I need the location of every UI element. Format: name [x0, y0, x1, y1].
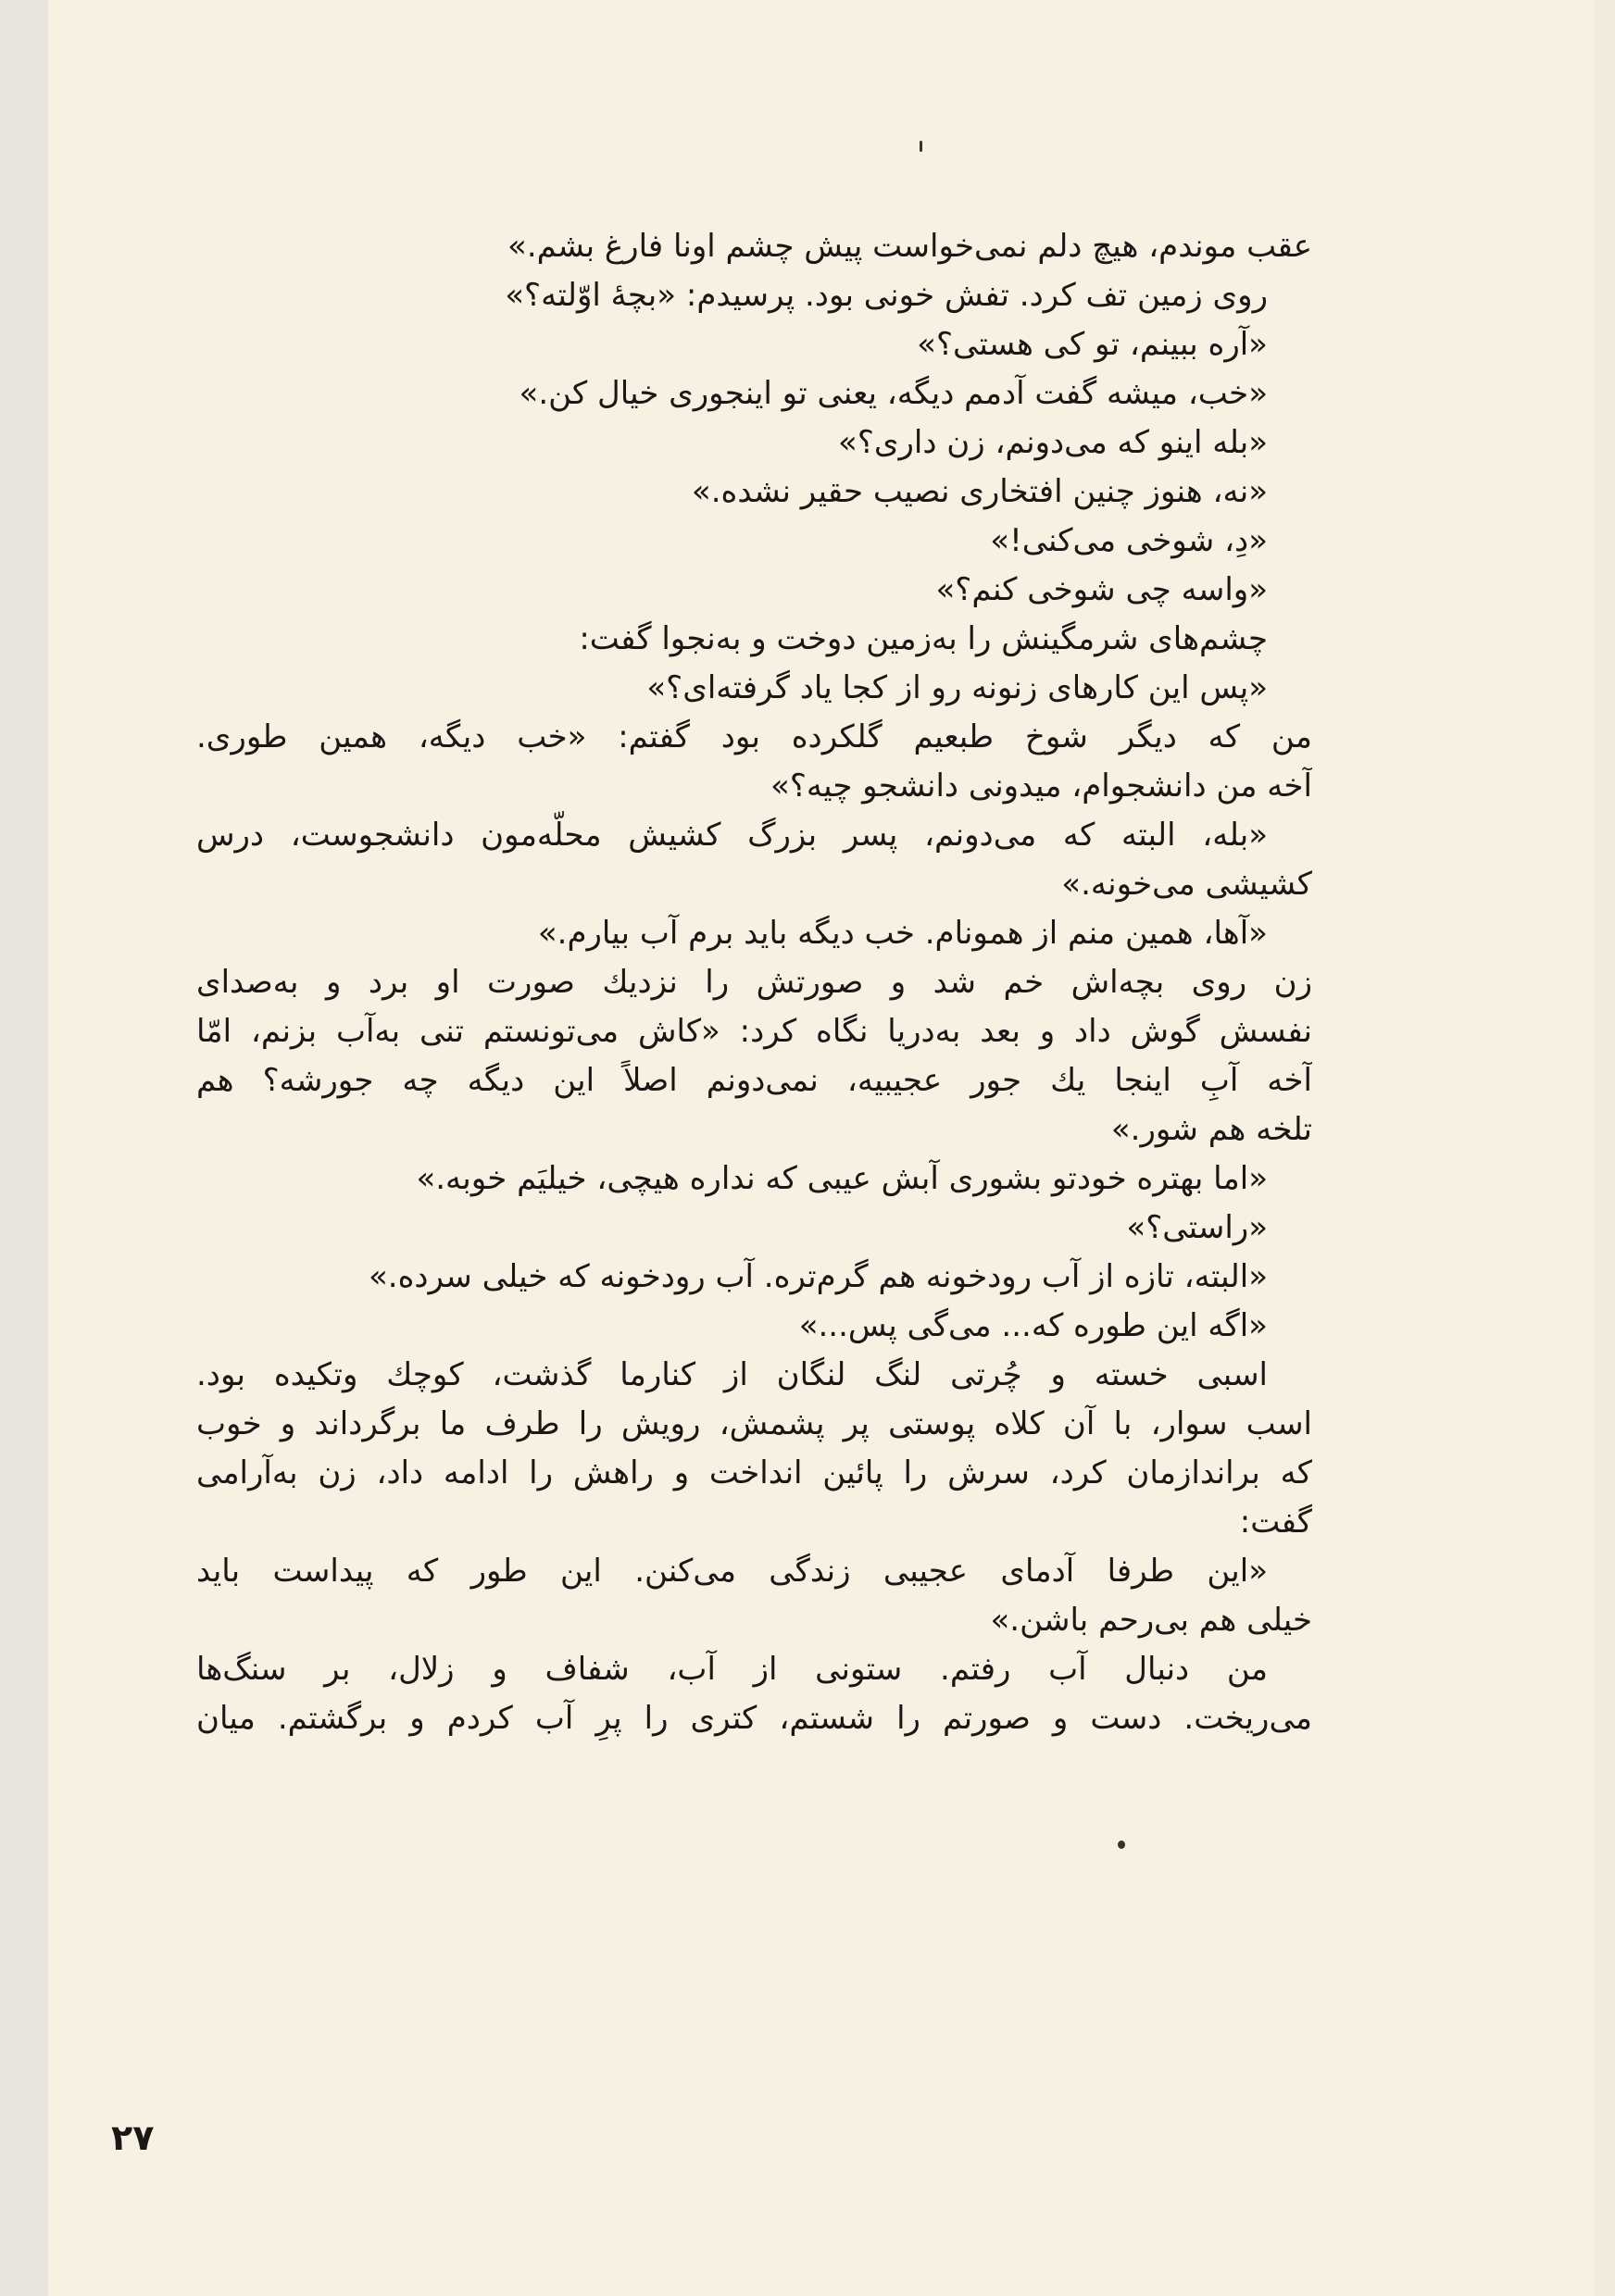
text-line: عقب موندم، هیچ دلم نمی‌خواست پیش چشم اونا فارغ بشم.» — [507, 228, 1312, 265]
body-text — [196, 222, 1312, 1743]
text-line: «اگه این طوره که... می‌گی پس...» — [798, 1307, 1268, 1344]
text-line: «بله، البته که می‌دونم، پسر بزرگ کشیش محلّه‌مون دانشجوست، درس — [196, 817, 1268, 854]
text-line: «دِ، شوخی می‌کنی!» — [990, 522, 1268, 559]
text-line: اسب سوار، با آن کلاه پوستی پر پشمش، رویش را طرف ما برگرداند و خوب — [196, 1405, 1312, 1442]
text-line: آخه آبِ اینجا یك جور عجیبیه، نمی‌دونم اصلاً این دیگه چه جورشه؟ هم — [196, 1062, 1312, 1099]
text-line: «این طرفا آدمای عجیبی زندگی می‌کنن. این طور که پیداست باید — [196, 1553, 1268, 1590]
text-line: آخه من دانشجوام، میدونی دانشجو چیه؟» — [770, 767, 1312, 805]
text-line: «البته، تازه از آب رودخونه هم گرم‌تره. آب رودخونه که خیلی سرده.» — [368, 1258, 1268, 1295]
text-line: «نه، هنوز چنین افتخاری نصیب حقیر نشده.» — [691, 473, 1268, 510]
text-line: خیلی هم بی‌رحم باشن.» — [990, 1602, 1312, 1639]
text-line: گفت: — [1239, 1504, 1312, 1541]
page-number: ۲۷ — [111, 2117, 155, 2158]
text-line: من که دیگر شوخ طبعیم گلکرده بود گفتم: «خب دیگه، همین طوری. — [196, 718, 1312, 755]
text-line: من دنبال آب رفتم. ستونی از آب، شفاف و زلال، بر سنگ‌ها — [196, 1651, 1268, 1688]
ink-speck — [1118, 1841, 1125, 1849]
text-line: «راستی؟» — [1126, 1209, 1268, 1246]
text-line: نفسش گوش داد و بعد به‌دریا نگاه کرد: «کاش می‌تونستم تنی به‌آب بزنم، امّا — [196, 1013, 1312, 1050]
text-line: «بله اینو که می‌دونم، زن داری؟» — [838, 424, 1268, 461]
text-line: که براندازمان کرد، سرش را پائین انداخت و راهش را ادامه داد، زن به‌آرامی — [196, 1454, 1312, 1491]
text-line: «خب، میشه گفت آدمم دیگه، یعنی تو اینجوری خیال کن.» — [519, 375, 1268, 412]
ink-speck — [920, 141, 922, 152]
text-line: «پس این کارهای زنونه رو از کجا یاد گرفته‌ای؟» — [646, 669, 1268, 706]
text-line: «آره ببینم، تو کی هستی؟» — [917, 326, 1268, 363]
text-line: تلخه هم شور.» — [1110, 1111, 1312, 1148]
text-line: روی زمین تف کرد. تفش خونی بود. پرسیدم: «بچهٔ اوّلته؟» — [505, 277, 1268, 314]
text-line: «واسه چی شوخی کنم؟» — [935, 571, 1268, 608]
text-line: زن روی بچه‌اش خم شد و صورتش را نزدیك صورت او برد و به‌صدای — [196, 964, 1312, 1001]
text-line: می‌ریخت. دست و صورتم را شستم، کتری را پرِ آب کردم و برگشتم. میان — [196, 1700, 1312, 1737]
text-line: چشم‌های شرمگینش را به‌زمین دوخت و به‌نجوا گفت: — [579, 620, 1268, 657]
text-line: «آها، همین منم از همونام. خب دیگه باید برم آب بیارم.» — [537, 915, 1268, 952]
scan-left-margin — [0, 0, 48, 2296]
text-line: «اما بهتره خودتو بشوری آبش عیبی که نداره هیچی، خیلیَم خوبه.» — [416, 1160, 1268, 1197]
text-line: اسبی خسته و چُرتی لنگ لنگان از کنارما گذشت، کوچك وتکیده بود. — [196, 1356, 1268, 1393]
text-line: کشیشی می‌خونه.» — [1061, 866, 1312, 903]
scan-right-margin — [1595, 0, 1615, 2296]
